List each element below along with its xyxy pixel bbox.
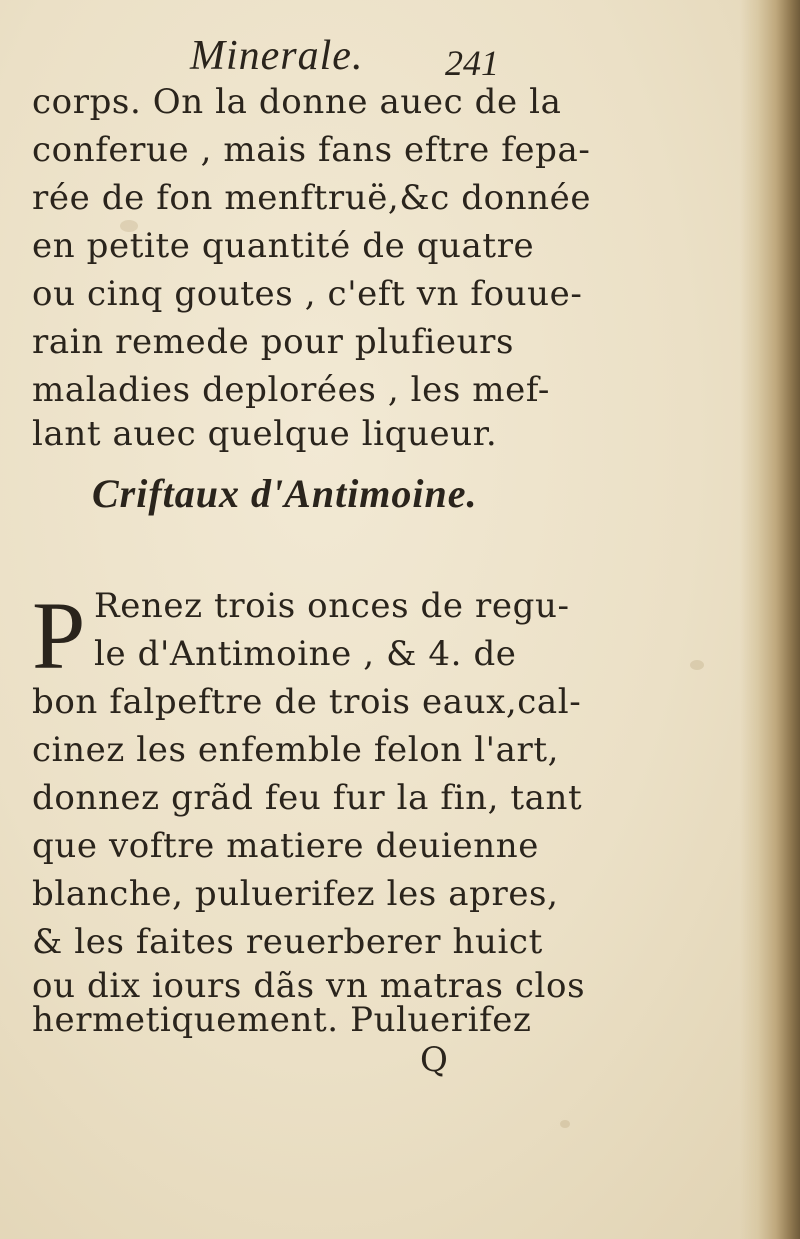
- text-line: blanche, puluerifez les apres,: [32, 874, 559, 914]
- text-line: Renez trois onces de regu-: [94, 586, 570, 626]
- text-line: corps. On la donne auec de la: [32, 82, 562, 122]
- text-line: bon falpeftre de trois eaux,cal-: [32, 682, 582, 722]
- drop-capital: P: [32, 582, 86, 689]
- text-line: maladies deplorées , les mef-: [32, 370, 550, 410]
- text-line: rée de fon menftruë,&c donnée: [32, 178, 592, 218]
- text-line: cinez les enfemble felon l'art,: [32, 730, 560, 770]
- section-heading: Criftaux d'Antimoine.: [92, 471, 478, 516]
- text-line: rain remede pour plufieurs: [32, 322, 515, 362]
- text-line: hermetiquement. Puluerifez: [32, 1000, 532, 1040]
- text-line: ou cinq goutes , c'eft vn fouue-: [32, 274, 583, 314]
- text-line: le d'Antimoine , & 4. de: [94, 634, 517, 674]
- text-line: conferue , mais fans eftre fepa-: [32, 130, 591, 170]
- running-head: Minerale.: [190, 33, 364, 79]
- catchword: Q: [420, 1040, 448, 1080]
- text-line: en petite quantité de quatre: [32, 226, 535, 266]
- text-line: ou dix iours dãs vn matras clos: [32, 966, 586, 1006]
- page-number: 241: [445, 43, 499, 83]
- text-line: que voftre matiere deuienne: [32, 826, 539, 866]
- text-line: & les faites reuerberer huict: [32, 922, 543, 962]
- text-line: lant auec quelque liqueur.: [32, 414, 498, 454]
- text-line: donnez grãd feu fur la fin, tant: [32, 778, 583, 818]
